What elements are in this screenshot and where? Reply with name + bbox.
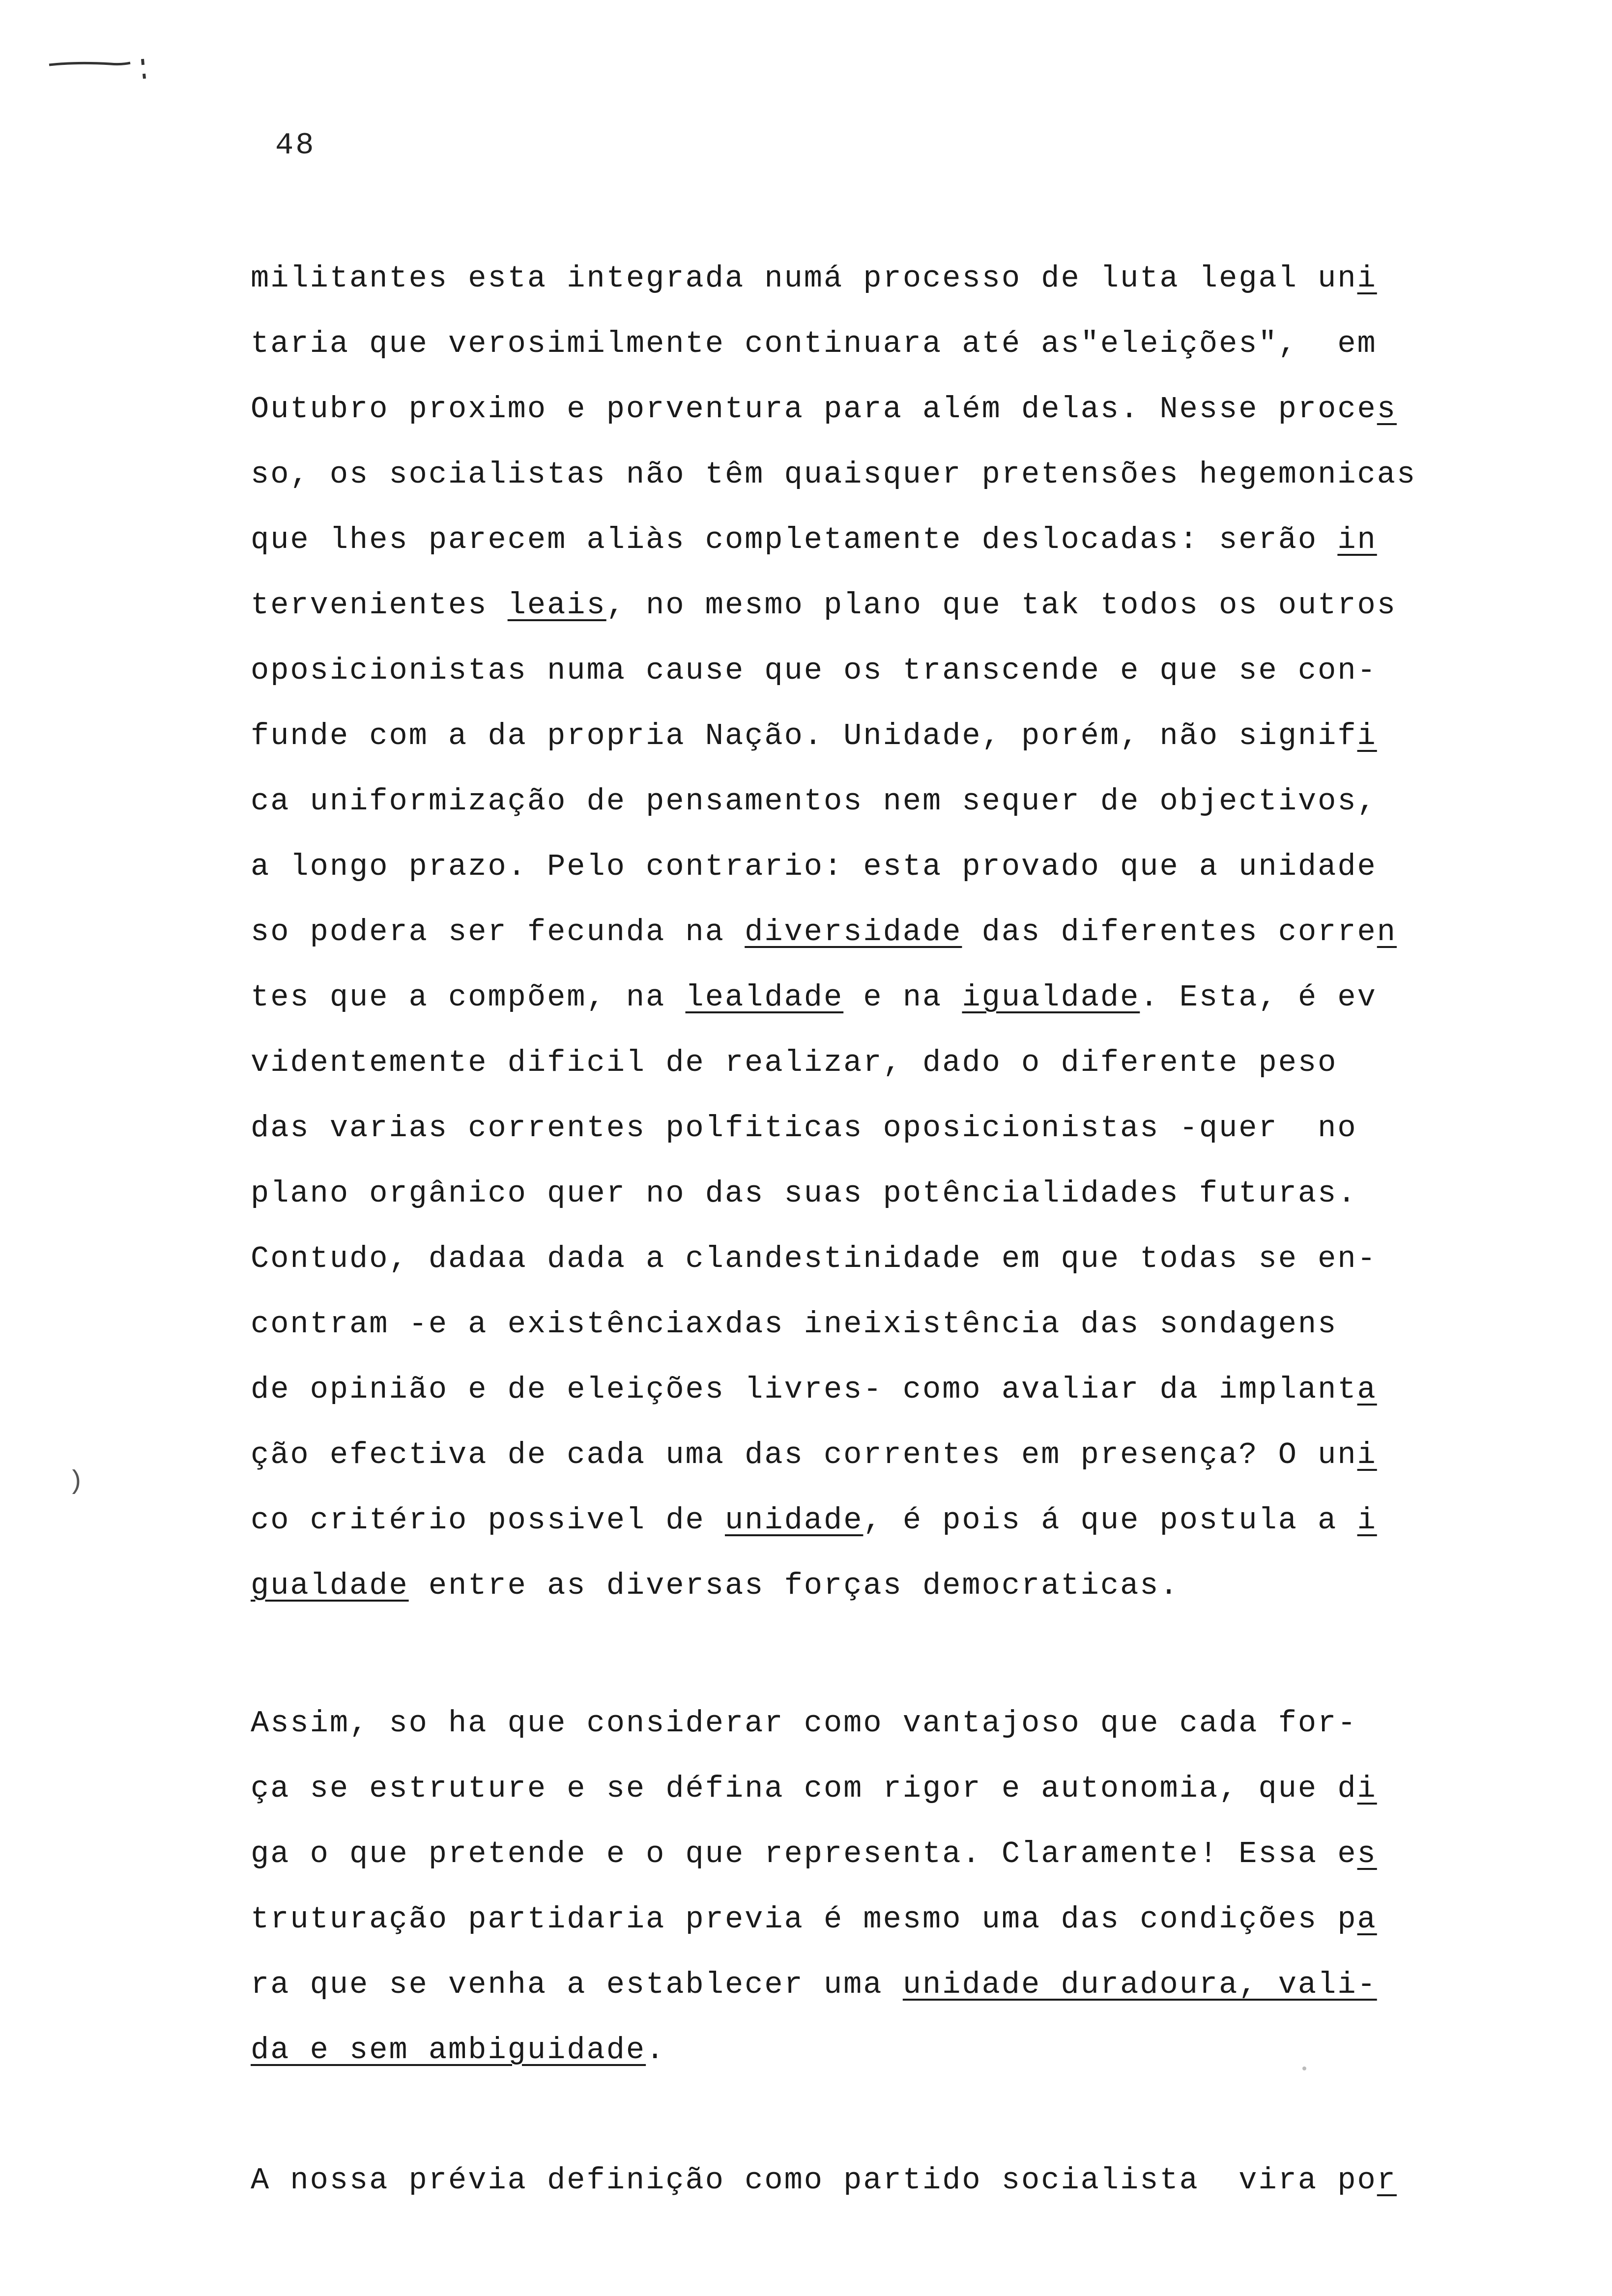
underlined-text: unidade <box>724 1503 864 1538</box>
underlined-text: a <box>1357 1372 1377 1407</box>
text-segment: ga o que pretende e o que representa. Claramente! Essa e <box>251 1837 1357 1871</box>
underlined-text: i <box>1357 1437 1377 1472</box>
text-segment: . Esta, é ev <box>1140 980 1377 1015</box>
text-segment: de opinião e de eleições livres- como avaliar da implant <box>251 1372 1357 1407</box>
underlined-text: r <box>1377 2163 1397 2198</box>
text-segment: ça se estruture e se défina com rigor e autonomia, que d <box>251 1771 1357 1806</box>
underlined-text: s <box>1357 1837 1377 1871</box>
text-segment: das diferentes corre <box>962 915 1377 949</box>
underlined-text: s <box>1377 392 1397 427</box>
text-line <box>251 2017 1430 2083</box>
text-line <box>251 965 1430 1030</box>
text-segment: todos os outros <box>1080 588 1397 623</box>
text-line <box>251 1161 1430 1226</box>
text-segment: ineixistência das sondagens <box>784 1307 1338 1342</box>
text-line <box>251 376 1430 442</box>
paragraph <box>251 1691 1430 2083</box>
underlined-text: n <box>1377 915 1397 949</box>
underlined-text: a <box>1357 1902 1377 1937</box>
text-line <box>251 1095 1430 1161</box>
underlined-text: i <box>1357 261 1377 296</box>
text-segment: ção efectiva de cada uma das correntes em presença? O un <box>251 1437 1357 1472</box>
underlined-text: igualdade <box>962 980 1140 1015</box>
underlined-text: i <box>1357 1771 1377 1806</box>
text-line <box>251 507 1430 573</box>
text-line <box>251 1756 1430 1821</box>
text-line <box>251 1691 1430 1756</box>
text-line <box>251 311 1430 376</box>
text-segment: militantes esta integrada num <box>251 261 824 296</box>
text-line <box>251 246 1430 311</box>
text-line <box>251 1357 1430 1422</box>
underlined-text: gualdade <box>251 1568 409 1603</box>
underlined-text: in <box>1337 522 1377 557</box>
text-segment: tak <box>1021 588 1081 623</box>
text-segment: funde com a da propria Nação. Unidade, porém, não signif <box>251 718 1357 753</box>
underlined-text: lealdade <box>685 980 844 1015</box>
text-line <box>251 442 1430 507</box>
margin-mark: ) <box>68 1467 84 1497</box>
text-segment: entre as diversas forças democraticas. <box>408 1568 1180 1603</box>
text-segment: que lhes parecem aliàs completamente deslocadas: serão <box>251 522 1338 557</box>
text-segment: oposicionistas numa cause que os transcende e que se con- <box>251 653 1377 688</box>
text-segment: taria que verosimilmente continuara até as"eleições", em <box>251 326 1377 361</box>
text-segment: ca uniformização de pensamentos nem sequer de objectivos, <box>251 784 1377 819</box>
underlined-text: diversidade <box>745 915 962 949</box>
text-line <box>251 703 1430 769</box>
text-segment: Assim, so ha que considerar como vantajoso que cada for- <box>251 1706 1357 1741</box>
text-segment: processo de luta legal un <box>843 261 1357 296</box>
text-segment: videntemente dificil de realizar, dado o diferente peso <box>251 1045 1338 1080</box>
text-line <box>251 769 1430 834</box>
text-segment: das varias correntes polfiticas oposicionistas -quer no <box>251 1111 1357 1146</box>
text-line <box>251 2148 1430 2213</box>
text-line <box>251 1821 1430 1887</box>
text-segment: , é pois á que postula a <box>863 1503 1357 1538</box>
corner-pen-mark <box>47 54 170 84</box>
underlined-text: i <box>1357 1503 1377 1538</box>
text-segment: plano orgânico quer no das suas potêncialidades futuras. <box>251 1176 1357 1211</box>
text-segment: so, os socialistas não têm quaisquer pretensões hegemonicas <box>251 457 1417 492</box>
text-line <box>251 1553 1430 1618</box>
text-segment: truturação partidaria previa é mesmo uma das condições p <box>251 1902 1357 1937</box>
text-segment: so podera ser fecunda na <box>251 915 745 949</box>
underlined-text: da e sem ambiguidade <box>251 2033 646 2067</box>
text-line <box>251 1030 1430 1095</box>
text-segment: á <box>823 261 844 296</box>
text-segment: tes que a compõem, na <box>251 980 686 1015</box>
underlined-text: leais <box>507 588 606 623</box>
text-line <box>251 638 1430 703</box>
underlined-text: i <box>1357 718 1377 753</box>
text-line <box>251 1422 1430 1488</box>
text-segment: tervenientes <box>251 588 508 623</box>
text-line <box>251 834 1430 899</box>
text-segment: co critério possivel de <box>251 1503 725 1538</box>
text-segment: contram -e a <box>251 1307 508 1342</box>
text-line <box>251 1887 1430 1952</box>
text-line <box>251 1952 1430 2017</box>
text-segment: Outubro proximo e porventura para além delas. Nesse proce <box>251 392 1377 427</box>
text-segment: , no mesmo plano que <box>606 588 1022 623</box>
text-segment: dada a clandestinidade em que todas se en- <box>527 1241 1377 1276</box>
text-segment: existênciaxdas <box>507 1307 784 1342</box>
text-segment: . <box>646 2033 666 2067</box>
text-line <box>251 1488 1430 1553</box>
text-segment: ra que se venha a establecer uma <box>251 1967 903 2002</box>
paragraph <box>251 2148 1430 2213</box>
text-segment: a longo prazo. Pelo contrario: esta provado que a unidade <box>251 849 1377 884</box>
text-segment: e na <box>843 980 962 1015</box>
text-line <box>251 899 1430 965</box>
text-segment: Contudo, <box>251 1241 429 1276</box>
text-line <box>251 573 1430 638</box>
text-segment: A nossa prévia definição como partido socialista vira po <box>251 2163 1377 2198</box>
page-number: 48 <box>275 128 316 163</box>
paragraph <box>251 246 1430 1618</box>
text-line <box>251 1292 1430 1357</box>
underlined-text: unidade duradoura, vali- <box>902 1967 1377 2002</box>
text-line <box>251 1226 1430 1292</box>
text-segment: dadaa <box>428 1241 527 1276</box>
